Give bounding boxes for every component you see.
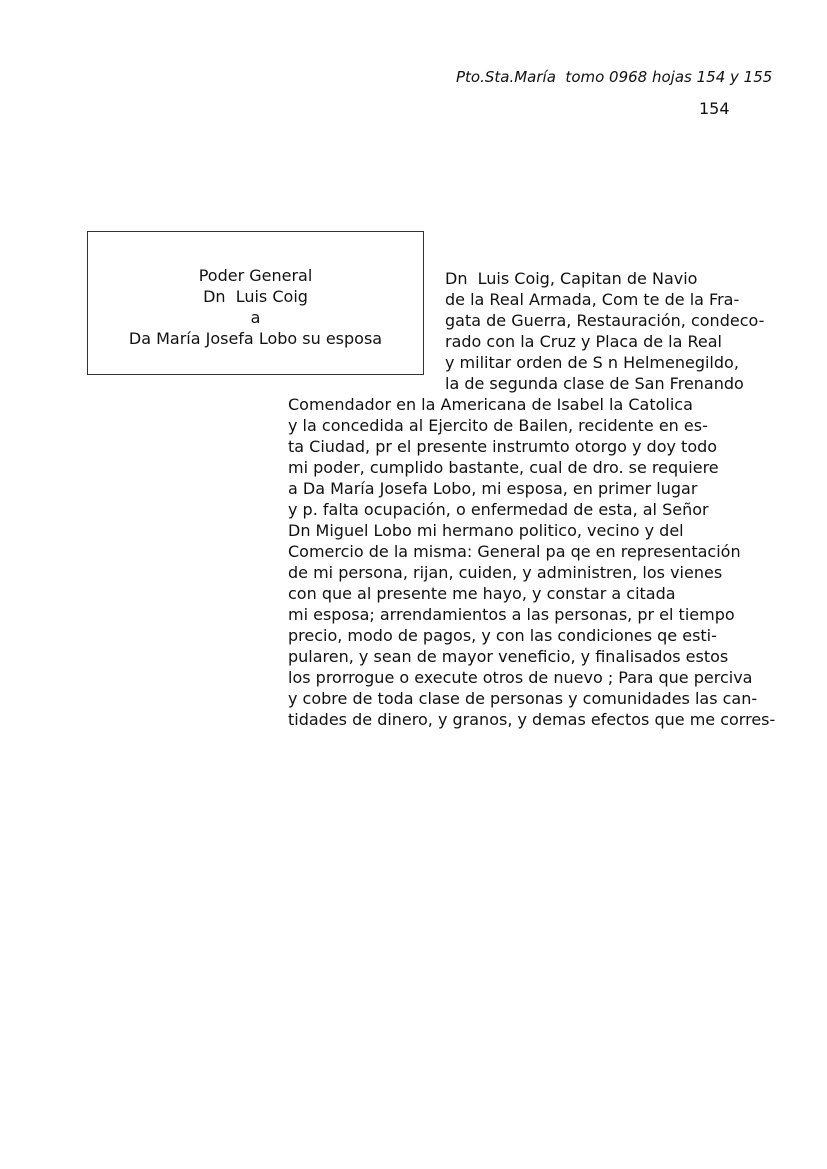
body-line: de la Real Armada, Com te de la Fra- (445, 290, 740, 309)
margin-note-box (87, 231, 424, 375)
margin-note-connector: a (250, 308, 261, 327)
margin-note-text (88, 265, 423, 349)
body-line: mi esposa; arrendamientos a las personas, pr el tiempo (288, 605, 735, 624)
body-line: Dn Luis Coig, Capitan de Navio (445, 269, 698, 288)
margin-note-grantee: Da María Josefa Lobo su esposa (128, 329, 383, 348)
body-text-indented (445, 268, 764, 394)
margin-note-grantor: Dn Luis Coig (203, 287, 308, 306)
page-number: 154 (699, 99, 730, 118)
body-line: Comendador en la Americana de Isabel la Catolica (288, 395, 693, 414)
body-text-main (288, 394, 775, 730)
body-line: gata de Guerra, Restauración, condeco- (445, 311, 765, 330)
body-line: precio, modo de pagos, y con las condiciones qe esti- (288, 626, 717, 645)
body-line: mi poder, cumplido bastante, cual de dro. se requiere (288, 458, 719, 477)
body-line: Comercio de la misma: General pa qe en representación (288, 542, 741, 561)
body-line: y militar orden de S n Helmenegildo, (445, 353, 739, 372)
body-line: rado con la Cruz y Placa de la Real (445, 332, 722, 351)
margin-note-title: Poder General (198, 266, 313, 285)
body-line: la de segunda clase de San Frenando (445, 374, 744, 393)
body-line: y la concedida al Ejercito de Bailen, recidente en es- (288, 416, 708, 435)
body-line: a Da María Josefa Lobo, mi esposa, en primer lugar (288, 479, 698, 498)
body-line: Dn Miguel Lobo mi hermano politico, vecino y del (288, 521, 684, 540)
body-line: y p. falta ocupación, o enfermedad de esta, al Señor (288, 500, 709, 519)
body-line: y cobre de toda clase de personas y comunidades las can- (288, 689, 758, 708)
body-line: los prorrogue o execute otros de nuevo ; Para que perciva (288, 668, 753, 687)
body-line: con que al presente me hayo, y constar a citada (288, 584, 676, 603)
body-line: de mi persona, rijan, cuiden, y administren, los vienes (288, 563, 723, 582)
body-line: tidades de dinero, y granos, y demas efectos que me corres- (288, 710, 776, 729)
body-line: pularen, y sean de mayor veneficio, y finalisados estos (288, 647, 729, 666)
source-reference: Pto.Sta.María tomo 0968 hojas 154 y 155 (456, 68, 773, 86)
body-line: ta Ciudad, pr el presente instrumto otorgo y doy todo (288, 437, 718, 456)
